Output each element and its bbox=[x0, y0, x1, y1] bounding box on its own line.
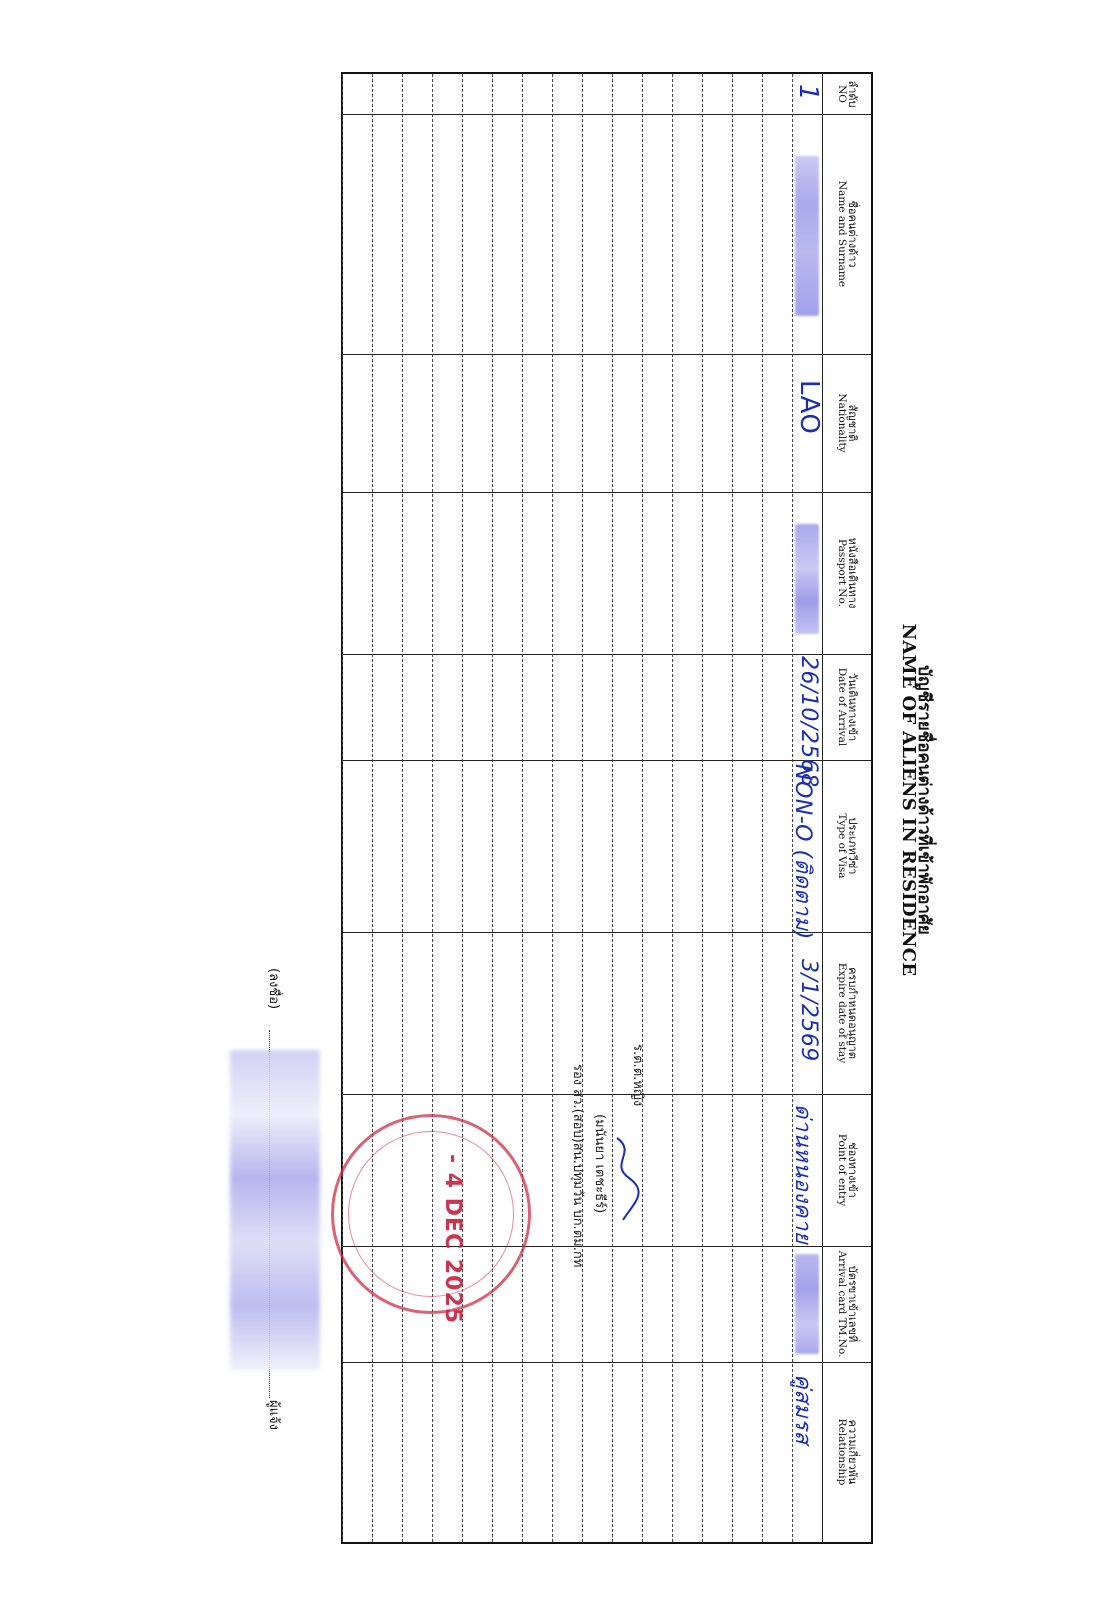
signature-suffix: ผู้แจ้ง bbox=[266, 1400, 281, 1430]
aliens-register-table bbox=[341, 72, 873, 1544]
row1-nationality: LAO bbox=[794, 380, 824, 435]
header-expire-date-english: Expire date of stay bbox=[836, 962, 848, 1064]
header-point-of-entry-thai: ช่องทางเข้า bbox=[846, 1142, 859, 1198]
header-visa-type-thai: ประเภทวีซ่า bbox=[846, 817, 859, 875]
header-expire-date-thai: ครบกำหนดอนุญาต bbox=[846, 967, 859, 1059]
table-row-line bbox=[642, 74, 643, 1542]
header-nationality bbox=[823, 354, 871, 492]
redacted-name bbox=[795, 156, 819, 316]
redacted-arrival-card bbox=[795, 1254, 819, 1354]
header-arrival-card-english: Arrival card TM.No. bbox=[836, 1250, 848, 1358]
row1-visa-type: NON-O (ติดตาม) bbox=[790, 764, 815, 940]
row1-no: 1 bbox=[793, 84, 823, 102]
header-visa-type bbox=[823, 760, 871, 932]
header-name-thai: ชื่อคนต่างด้าว bbox=[846, 200, 859, 268]
header-relationship-thai: ความเกี่ยวพัน bbox=[846, 1419, 859, 1485]
stamp-date: - 4 DEC 2025 bbox=[440, 1154, 465, 1325]
header-nationality-english: Nationality bbox=[836, 393, 848, 453]
header-no-english: NO bbox=[836, 85, 848, 103]
table-row-line bbox=[492, 74, 493, 1542]
header-passport bbox=[823, 492, 871, 654]
table-row-line bbox=[372, 74, 373, 1542]
header-arrival-card-thai: บัตรขาเข้าเลขที่ bbox=[846, 1265, 859, 1343]
endorsement-rank: ร.ต.ต.หญิง bbox=[630, 1044, 645, 1107]
endorsement-name: (มนันยา เตชะธีร์) bbox=[592, 1114, 607, 1214]
header-name-english: Name and Surname bbox=[836, 180, 848, 288]
table-row-line bbox=[732, 74, 733, 1542]
endorsement-signature bbox=[607, 1134, 643, 1224]
table-row-line bbox=[342, 74, 343, 1542]
table-row-line bbox=[552, 74, 553, 1542]
row1-expire-date: 3/1/2569 bbox=[796, 959, 821, 1062]
table-row-line bbox=[612, 74, 613, 1542]
form-title-thai: บัญชีรายชื่อคนต่างด้าวที่เข้าพักอาศัย bbox=[914, 665, 934, 935]
header-passport-english: Passport No. bbox=[836, 539, 848, 607]
table-row-line bbox=[702, 74, 703, 1542]
header-nationality-thai: สัญชาติ bbox=[846, 404, 859, 442]
header-name bbox=[823, 114, 871, 354]
header-relationship-english: Relationship bbox=[836, 1418, 848, 1486]
header-no bbox=[823, 74, 871, 114]
table-row-line bbox=[672, 74, 673, 1542]
row1-relationship: คู่สมรส bbox=[790, 1374, 815, 1445]
header-point-of-entry bbox=[823, 1094, 871, 1246]
header-arrival-date-english: Date of Arrival bbox=[836, 667, 848, 747]
table-row-line bbox=[582, 74, 583, 1542]
table-row-line bbox=[762, 74, 763, 1542]
header-passport-thai: หนังสือเดินทาง bbox=[846, 537, 859, 609]
table-row-line bbox=[402, 74, 403, 1542]
header-visa-type-english: Type of Visa bbox=[836, 813, 848, 879]
redacted-signature bbox=[230, 1050, 320, 1370]
header-relationship bbox=[823, 1362, 871, 1542]
header-no-thai: ลำดับ bbox=[846, 80, 859, 108]
row1-arrival-date: 26/10/2568 bbox=[796, 656, 821, 788]
header-arrival-date-thai: วันเดินทางเข้า bbox=[846, 672, 859, 742]
redacted-passport bbox=[795, 524, 819, 634]
table-row-line bbox=[432, 74, 433, 1542]
header-arrival-card bbox=[823, 1246, 871, 1362]
header-arrival-date bbox=[823, 654, 871, 760]
signature-prefix: (ลงชื่อ) bbox=[266, 968, 281, 1010]
row1-point-of-entry: ด่านหนองคาย bbox=[790, 1104, 815, 1245]
endorsement-position: รอง สว.(สอบ)สน.ปทุมวัน บก.ตม.กท bbox=[570, 1064, 585, 1268]
official-stamp bbox=[331, 1114, 531, 1314]
form-title-english: NAME OF ALIENS IN RESIDENCE bbox=[898, 623, 919, 977]
header-expire-date bbox=[823, 932, 871, 1094]
table-row-line bbox=[522, 74, 523, 1542]
header-point-of-entry-english: Point of entry bbox=[836, 1133, 848, 1207]
